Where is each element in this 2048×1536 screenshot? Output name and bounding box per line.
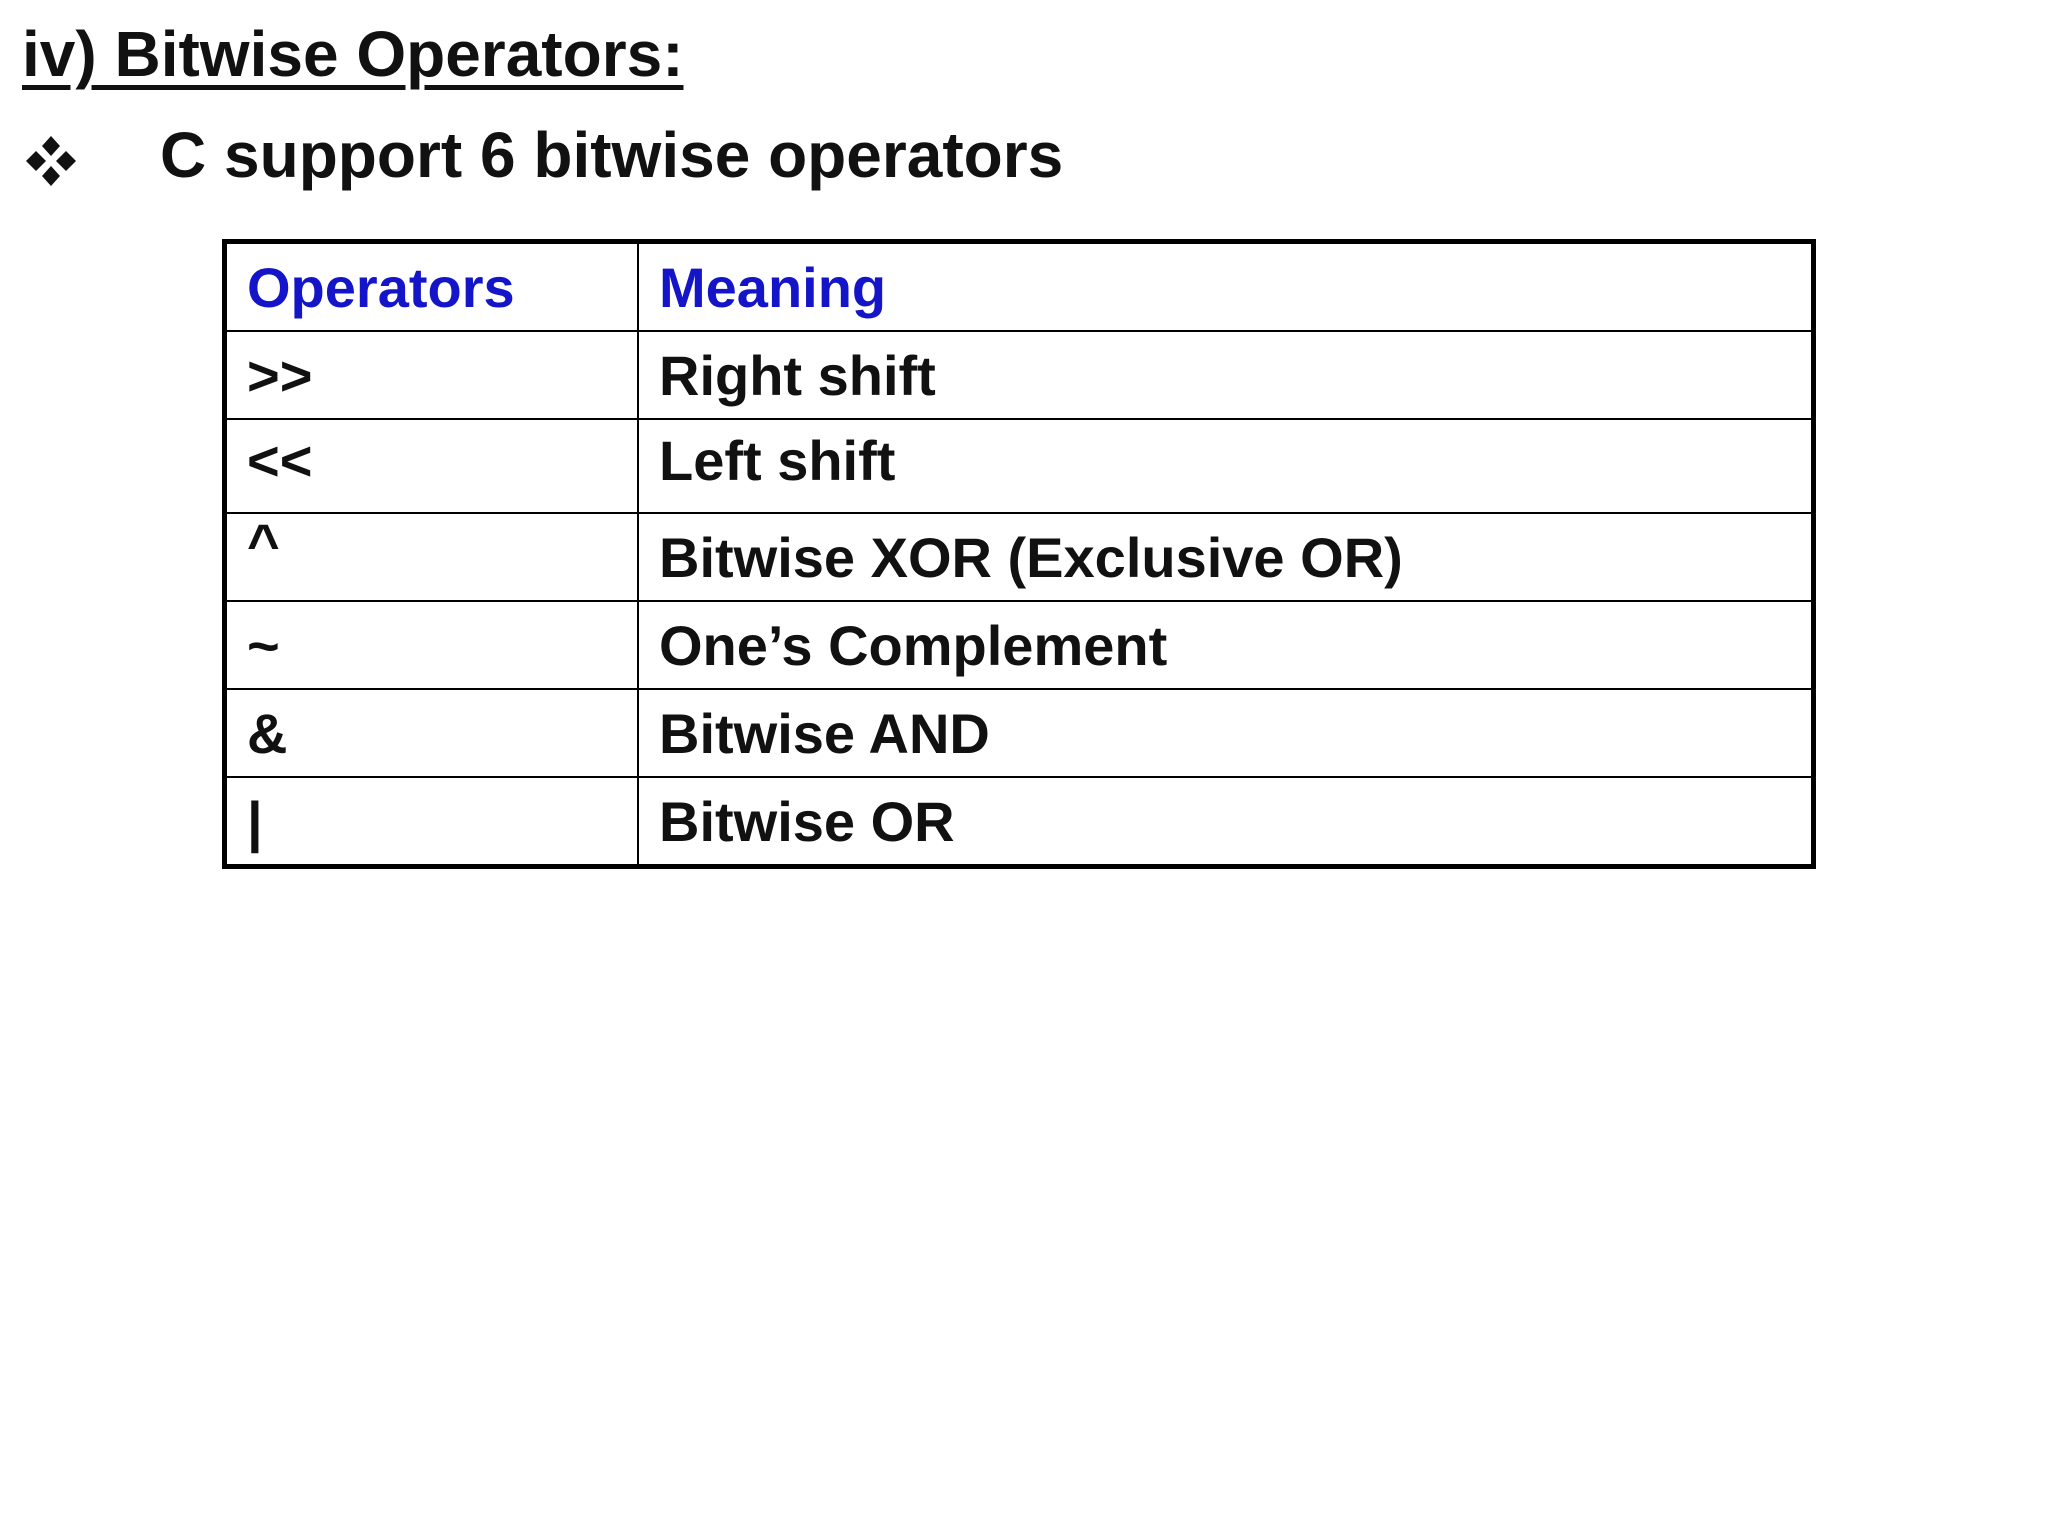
bitwise-operators-table [222, 239, 1816, 869]
meaning-cell: Bitwise AND [638, 689, 1814, 777]
bullet-point [24, 112, 1224, 198]
meaning-cell: Right shift [638, 331, 1814, 419]
table-row [225, 601, 1814, 689]
table-header-row [225, 242, 1814, 332]
four-diamond-bullet-icon [24, 134, 78, 188]
table-row [225, 331, 1814, 419]
header-operators: Operators [225, 242, 639, 332]
meaning-cell: Bitwise OR [638, 777, 1814, 867]
table-row [225, 513, 1814, 601]
meaning-cell: One’s Complement [638, 601, 1814, 689]
operator-text: << [247, 428, 313, 492]
table-row [225, 419, 1814, 513]
operator-text: ^ [247, 511, 280, 575]
operator-cell: | [225, 777, 639, 867]
operator-cell: & [225, 689, 639, 777]
bullet-text: C support 6 bitwise operators [160, 119, 1064, 191]
table-row [225, 689, 1814, 777]
operator-cell: >> [225, 331, 639, 419]
operator-cell [225, 513, 639, 601]
table-row [225, 777, 1814, 867]
meaning-cell: Bitwise XOR (Exclusive OR) [638, 513, 1814, 601]
meaning-cell [638, 419, 1814, 513]
section-heading: iv) Bitwise Operators: [22, 18, 684, 90]
operator-cell [225, 419, 639, 513]
operator-cell: ~ [225, 601, 639, 689]
meaning-text: Left shift [659, 428, 896, 492]
header-meaning: Meaning [638, 242, 1814, 332]
